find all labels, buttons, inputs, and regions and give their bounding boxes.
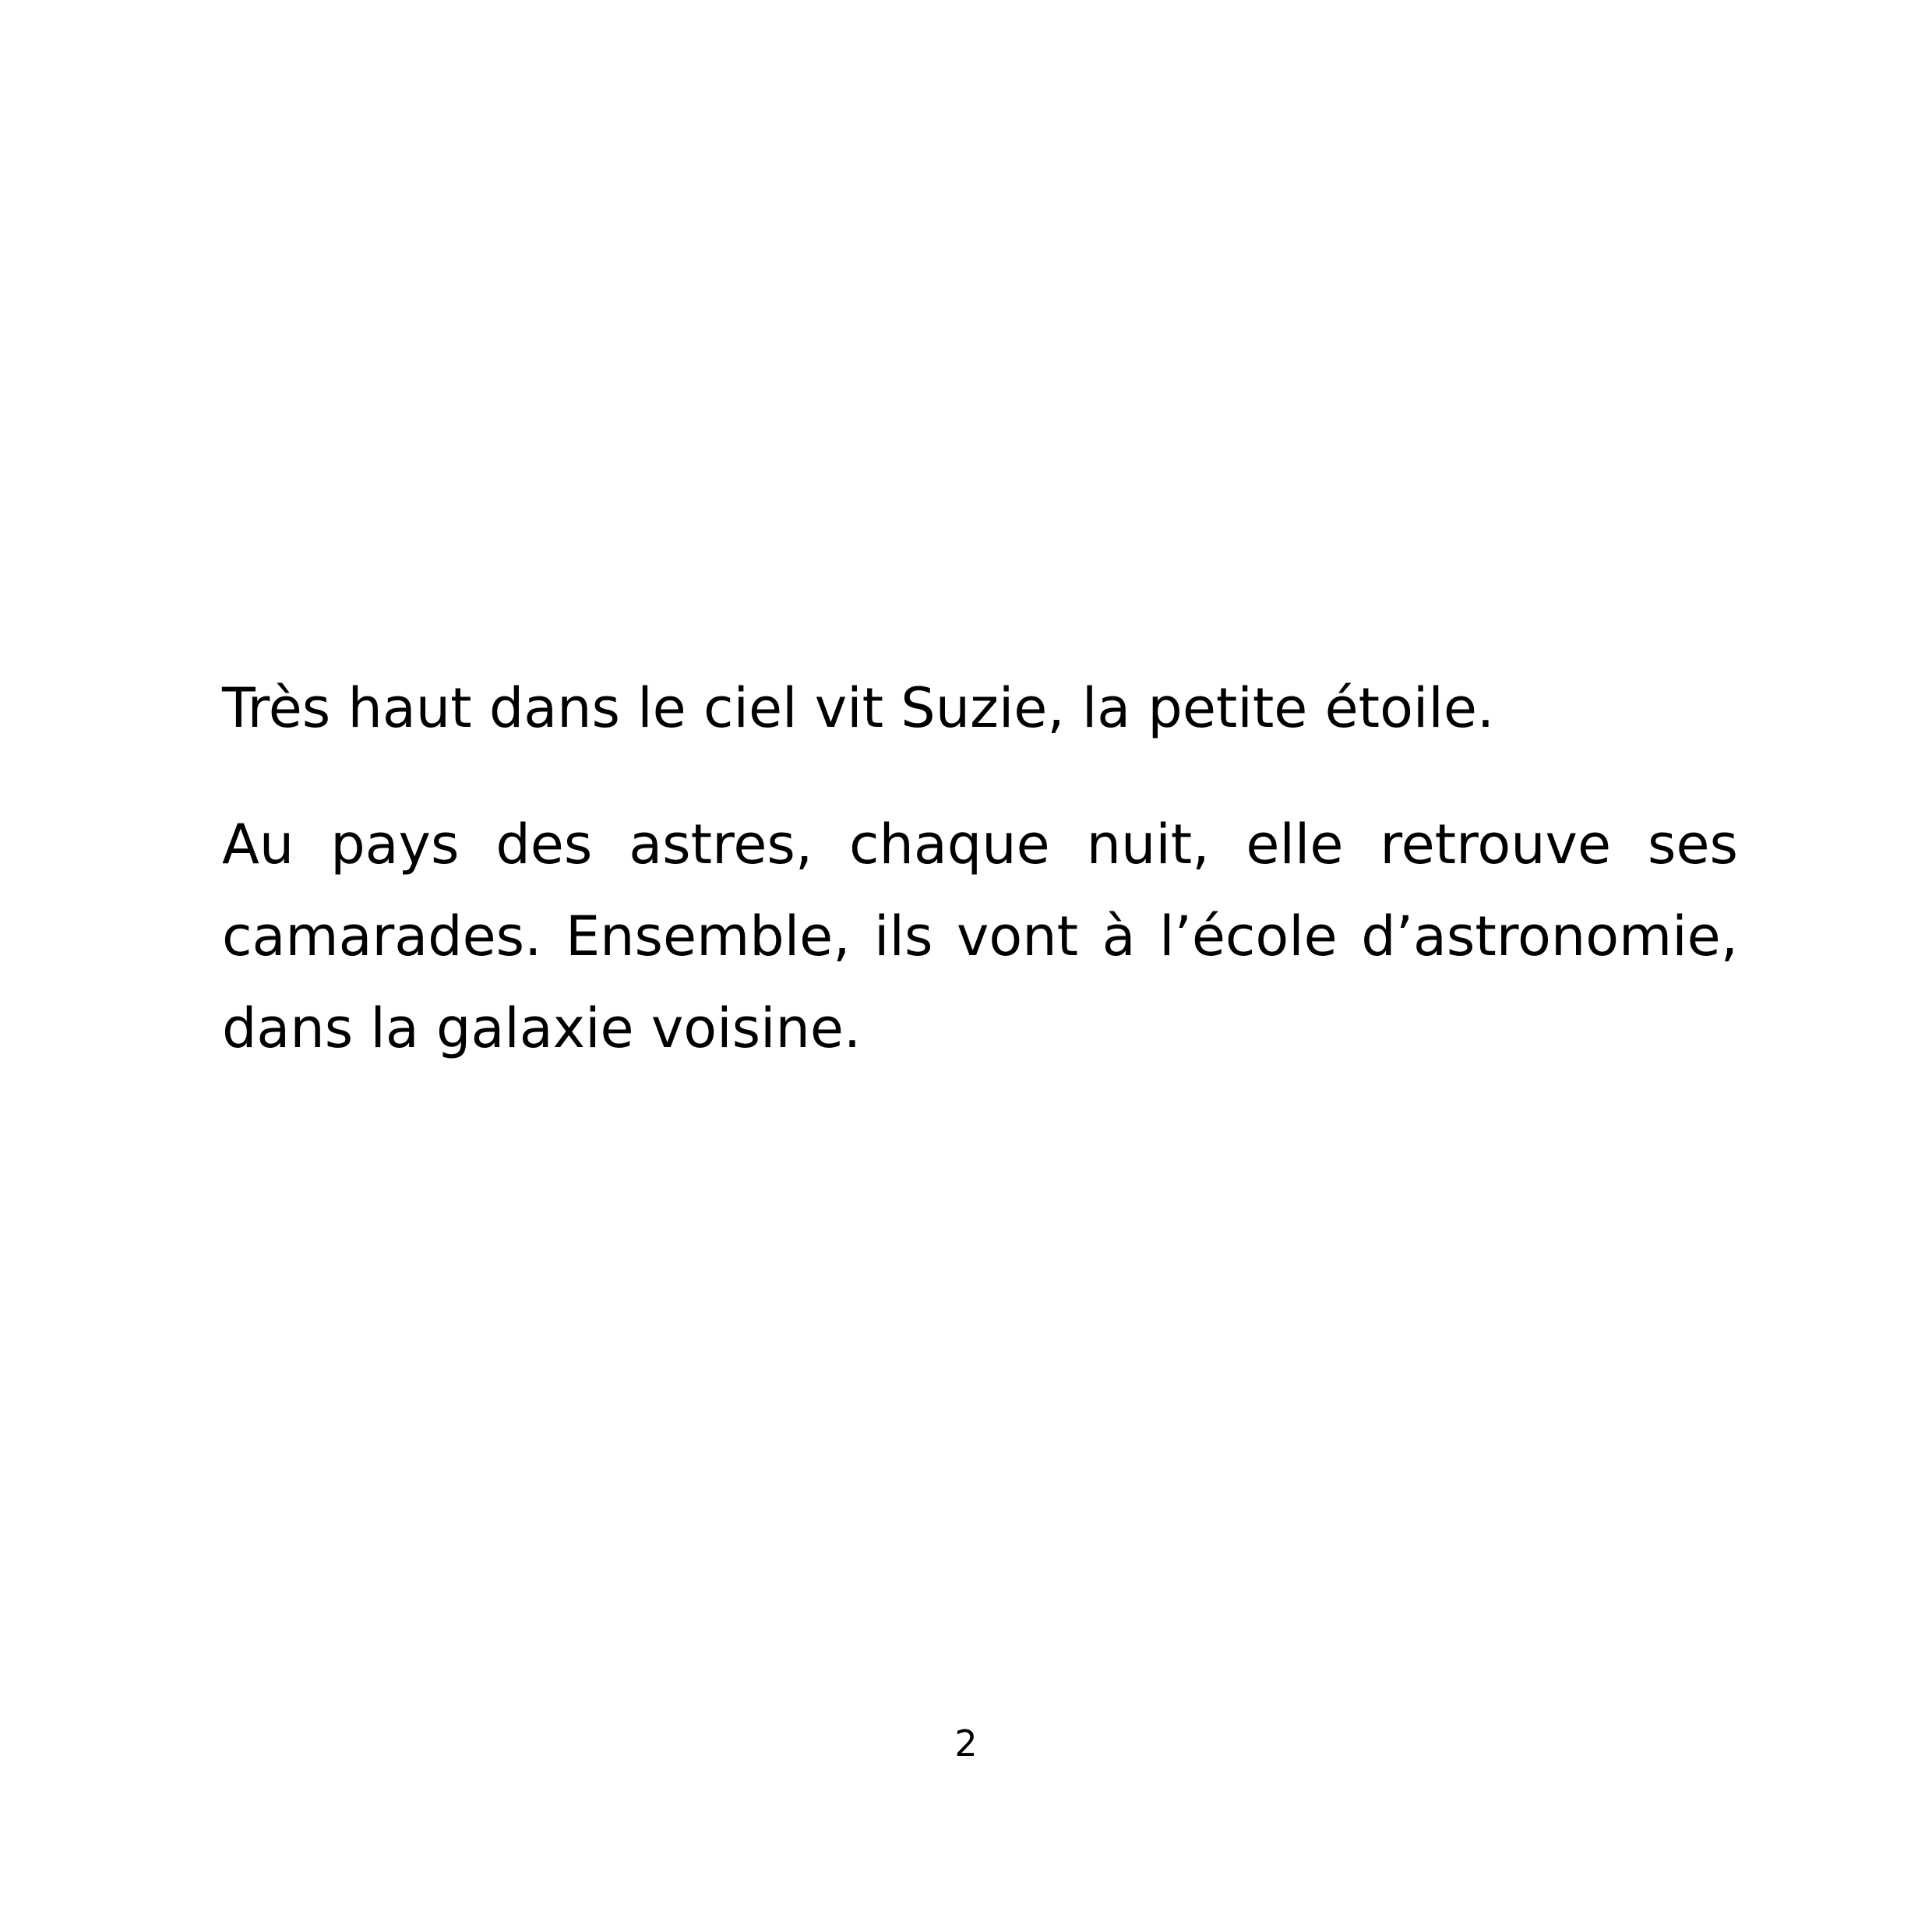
page-number: 2 <box>954 1722 978 1765</box>
story-text <box>222 662 1738 1074</box>
story-paragraph-2: Au pays des astres, chaque nuit, elle retrouve ses camarades. Ensemble, ils vont à l’école d’astronomie, dans la galaxie voisine. <box>222 813 1738 1060</box>
story-paragraph-1: Très haut dans le ciel vit Suzie, la petite étoile. <box>222 676 1495 740</box>
